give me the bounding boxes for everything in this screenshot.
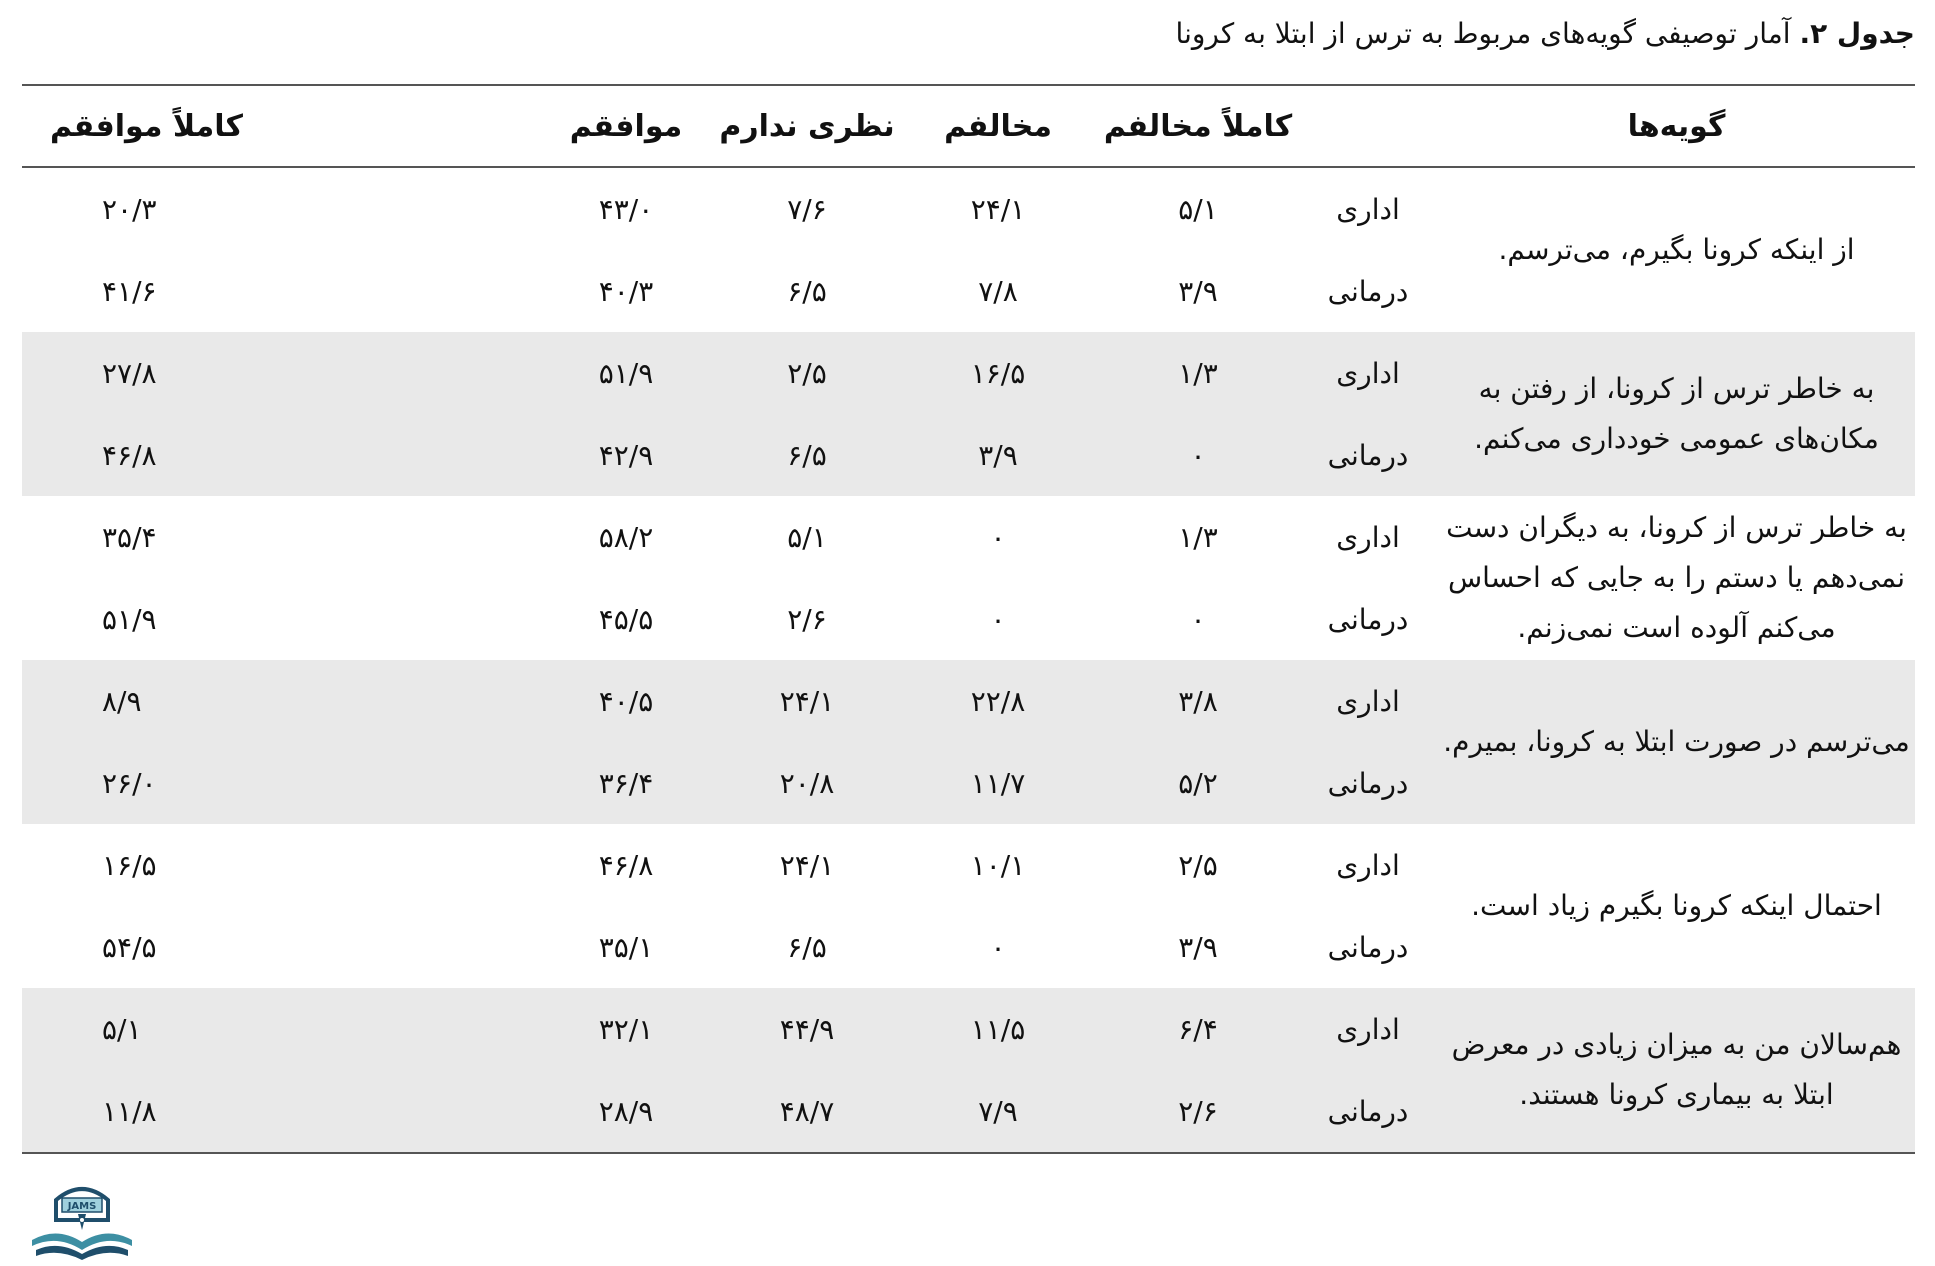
value-no-opinion: ۲/۶ [787,602,827,636]
value-agree: ۳۲/۱ [536,988,716,1070]
value-strongly-disagree: ۲/۵ [1178,848,1218,882]
table-row [22,824,1915,906]
group-label: درمانی [1298,414,1438,496]
value-disagree: ۰ [990,930,1006,964]
group-label: اداری [1336,848,1400,882]
jams-logo [22,1170,142,1262]
group-label: درمانی [1327,602,1409,636]
value-agree: ۵۸/۲ [598,520,654,554]
value-disagree: ۳/۹ [898,414,1098,496]
header-agree: موافقم [536,85,716,167]
value-no-opinion: ۲/۵ [716,332,898,414]
item-statement: احتمال اینکه کرونا بگیرم زیاد است. [1471,889,1882,922]
value-strongly-disagree: ۳/۹ [1178,274,1218,308]
group-label: اداری [1298,660,1438,742]
value-no-opinion: ۶/۵ [716,414,898,496]
value-strongly-disagree: ۱/۳ [1098,332,1298,414]
group-label: درمانی [1327,274,1409,308]
header-group-spacer [1298,85,1438,167]
value-strongly-agree: ۲۰/۳ [102,192,157,226]
value-disagree: ۱۰/۱ [970,848,1026,882]
caption-label: جدول ۲. [1799,17,1915,50]
value-strongly-agree: ۱۱/۸ [22,1070,536,1153]
value-agree: ۳۵/۱ [598,930,654,964]
header-items: گویه‌ها [1438,85,1915,167]
item-statement: از اینکه کرونا بگیرم، می‌ترسم. [1498,233,1855,266]
value-no-opinion: ۶/۵ [787,274,827,308]
group-label: اداری [1336,192,1400,226]
header-strongly-agree: کاملاً موافقم [22,85,536,167]
value-disagree: ۱۱/۵ [898,988,1098,1070]
value-disagree: ۷/۸ [978,274,1018,308]
caption-text: آمار توصیفی گویه‌های مربوط به ترس از ابتلا به کرونا [1175,17,1791,50]
value-no-opinion: ۴۴/۹ [716,988,898,1070]
value-strongly-agree: ۵۱/۹ [102,602,157,636]
item-statement: به خاطر ترس از کرونا، از رفتن به مکان‌های عمومی خودداری می‌کنم. [1438,332,1915,496]
value-disagree: ۷/۹ [898,1070,1098,1153]
table-row [22,496,1915,578]
svg-text:JAMS: JAMS [67,1201,97,1212]
group-label: درمانی [1298,1070,1438,1153]
page [22,0,1915,1263]
table-row [22,660,1915,742]
value-disagree: ۲۲/۸ [898,660,1098,742]
table-caption [1176,10,1915,58]
value-no-opinion: ۶/۵ [787,930,827,964]
item-statement: به خاطر ترس از کرونا، به دیگران دست نمی‌دهم یا دستم را به جایی که احساس می‌کنم آلوده است نمی‌زنم. [1446,511,1907,644]
value-strongly-disagree: ۲/۶ [1098,1070,1298,1153]
value-strongly-agree: ۱۶/۵ [102,848,157,882]
value-no-opinion: ۲۴/۱ [779,848,835,882]
value-strongly-disagree: ۶/۴ [1098,988,1298,1070]
value-no-opinion: ۲۰/۸ [716,742,898,824]
value-no-opinion: ۲۴/۱ [716,660,898,742]
value-agree: ۲۸/۹ [536,1070,716,1153]
value-strongly-agree: ۵۴/۵ [102,930,157,964]
value-strongly-agree: ۵/۱ [22,988,536,1070]
group-label: درمانی [1327,930,1409,964]
value-disagree: ۰ [990,602,1006,636]
header-strongly-disagree: کاملاً مخالفم [1098,85,1298,167]
value-disagree: ۲۴/۱ [970,192,1026,226]
value-agree: ۴۲/۹ [536,414,716,496]
value-strongly-disagree: ۰ [1190,602,1206,636]
table-row [22,332,1915,414]
header-disagree: مخالفم [898,85,1098,167]
item-statement: هم‌سالان من به میزان زیادی در معرض ابتلا به بیماری کرونا هستند. [1438,988,1915,1153]
value-agree: ۴۶/۸ [598,848,654,882]
value-strongly-disagree: ۵/۱ [1178,192,1218,226]
value-agree: ۴۵/۵ [598,602,654,636]
value-strongly-disagree: ۵/۲ [1098,742,1298,824]
group-label: درمانی [1298,742,1438,824]
value-disagree: ۰ [990,520,1006,554]
value-strongly-agree: ۲۷/۸ [22,332,536,414]
value-strongly-agree: ۳۵/۴ [102,520,157,554]
value-agree: ۴۰/۵ [536,660,716,742]
item-statement: می‌ترسم در صورت ابتلا به کرونا، بمیرم. [1438,660,1915,824]
table-row [22,988,1915,1070]
value-agree: ۵۱/۹ [536,332,716,414]
value-agree: ۳۶/۴ [536,742,716,824]
value-strongly-disagree: ۰ [1098,414,1298,496]
value-agree: ۴۰/۳ [598,274,654,308]
group-label: اداری [1298,332,1438,414]
value-strongly-agree: ۴۶/۸ [22,414,536,496]
value-strongly-agree: ۸/۹ [22,660,536,742]
value-no-opinion: ۵/۱ [787,520,827,554]
value-strongly-agree: ۲۶/۰ [22,742,536,824]
value-strongly-disagree: ۳/۹ [1178,930,1218,964]
value-strongly-disagree: ۱/۳ [1178,520,1218,554]
value-disagree: ۱۶/۵ [898,332,1098,414]
value-agree: ۴۳/۰ [598,192,654,226]
value-no-opinion: ۷/۶ [787,192,827,226]
jams-logo-icon [22,1170,142,1262]
value-disagree: ۱۱/۷ [898,742,1098,824]
value-strongly-agree: ۴۱/۶ [102,274,157,308]
table-row [22,167,1915,250]
statistics-table [22,84,1915,1154]
group-label: اداری [1298,988,1438,1070]
header-no-opinion: نظری ندارم [716,85,898,167]
value-no-opinion: ۴۸/۷ [716,1070,898,1153]
table-header-row [22,85,1915,167]
group-label: اداری [1336,520,1400,554]
value-strongly-disagree: ۳/۸ [1098,660,1298,742]
